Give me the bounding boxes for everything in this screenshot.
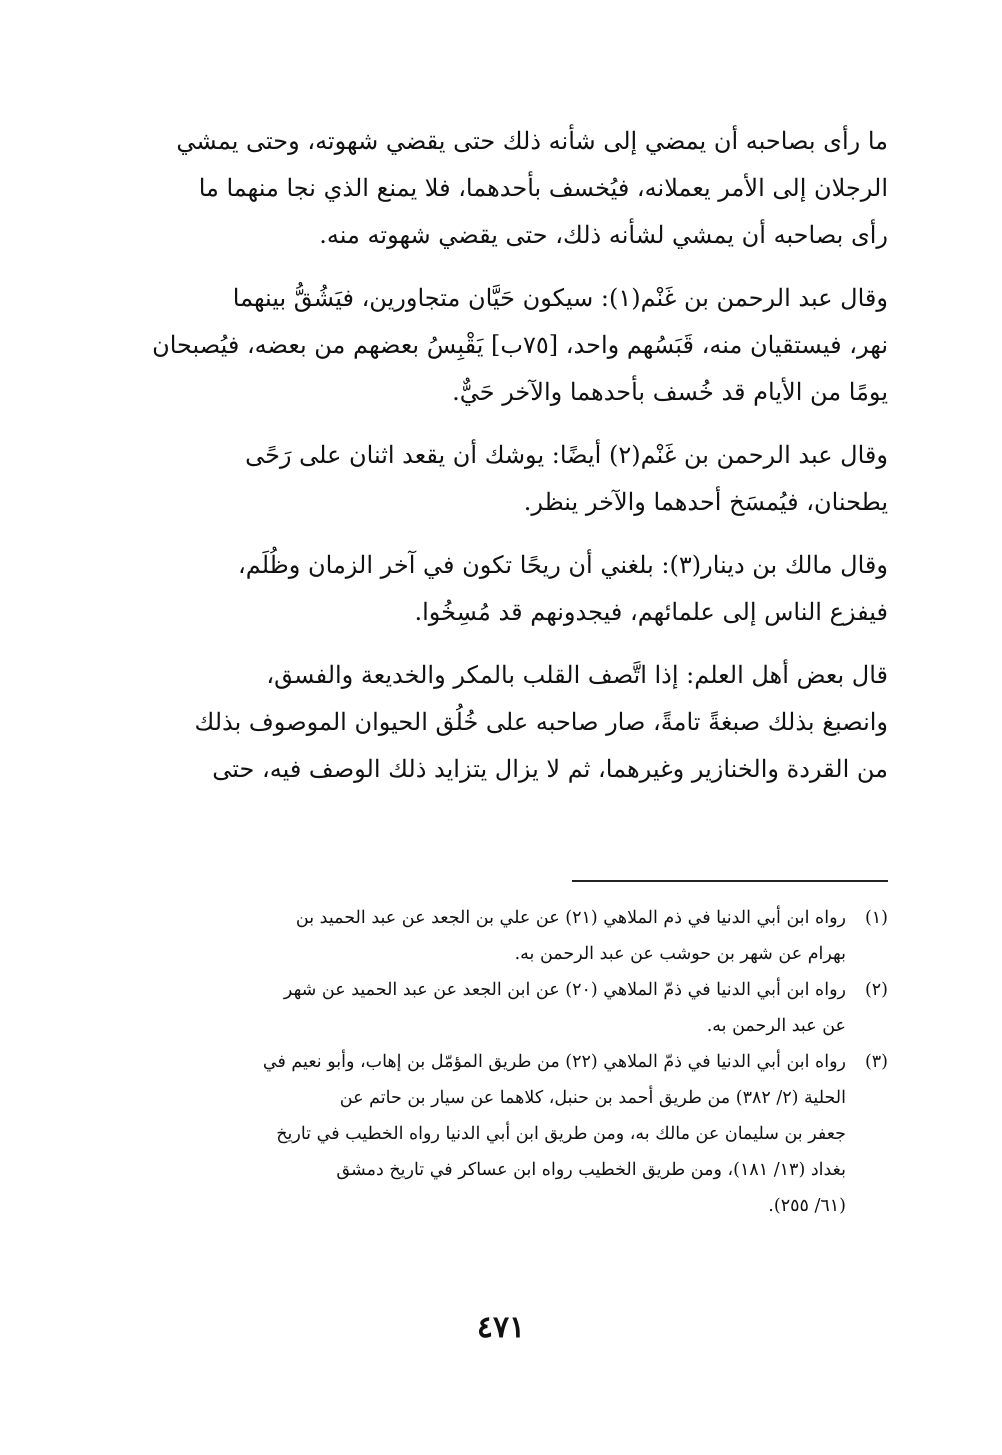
footnote-1 xyxy=(108,900,888,972)
text-line: وقال مالك بن دينار(٣): بلغني أن ريحًا تكون في آخر الزمان وظُلَم، xyxy=(238,551,888,579)
footnote-line: رواه ابن أبي الدنيا في ذمّ الملاهي (٢٢) من طريق المؤمّل بن إهاب، وأبو نعيم في xyxy=(262,1052,846,1072)
main-text xyxy=(108,118,888,809)
footnote-separator xyxy=(572,880,888,882)
paragraph-5 xyxy=(108,652,888,793)
footnote-body xyxy=(108,900,846,972)
paragraph-2 xyxy=(108,275,888,416)
footnote-number: (١) xyxy=(864,908,888,928)
paragraph-4 xyxy=(108,542,888,636)
footnote-line: رواه ابن أبي الدنيا في ذمّ الملاهي (٢٠) عن ابن الجعد عن عبد الحميد عن شهر xyxy=(283,980,846,1000)
footnotes xyxy=(108,900,888,1224)
text-line: يومًا من الأيام قد خُسف بأحدهما والآخر حَيٌّ. xyxy=(452,378,888,406)
footnote-number: (٣) xyxy=(864,1052,888,1072)
text-line: وقال عبد الرحمن بن غَنْم(١): سيكون حَيَّان متجاورين، فيَشُقُّ بينهما xyxy=(232,284,888,312)
text-line: الرجلان إلى الأمر يعملانه، فيُخسف بأحدهما، فلا يمنع الذي نجا منهما ما xyxy=(198,174,888,202)
text-line: يطحنان، فيُمسَخ أحدهما والآخر ينظر. xyxy=(523,488,888,516)
footnote-body xyxy=(108,972,846,1044)
text-line: ما رأى بصاحبه أن يمضي إلى شأنه ذلك حتى يقضي شهوته، وحتى يمشي xyxy=(176,127,888,155)
paragraph-1 xyxy=(108,118,888,259)
footnote-line: عن عبد الرحمن به. xyxy=(706,1016,846,1036)
text-line: من القردة والخنازير وغيرهما، ثم لا يزال يتزايد ذلك الوصف فيه، حتى xyxy=(212,755,888,783)
text-line: قال بعض أهل العلم: إذا اتَّصف القلب بالمكر والخديعة والفسق، xyxy=(266,661,888,689)
text-line: وقال عبد الرحمن بن غَنْم(٢) أيضًا: يوشك أن يقعد اثنان على رَحًى xyxy=(245,441,888,469)
paragraph-3 xyxy=(108,432,888,526)
footnote-2 xyxy=(108,972,888,1044)
footnote-line: (٦١/ ٢٥٥). xyxy=(768,1196,846,1216)
footnote-line: الحلية (٢/ ٣٨٢) من طريق أحمد بن حنبل، كلاهما عن سيار بن حاتم عن xyxy=(339,1088,846,1108)
text-line: نهر، فيستقيان منه، قَبَسُهم واحد، [٧٥ب] يَقْبِسُ بعضهم من بعضه، فيُصبحان xyxy=(152,331,888,359)
text-line: رأى بصاحبه أن يمشي لشأنه ذلك، حتى يقضي شهوته منه. xyxy=(319,221,888,249)
footnote-line: رواه ابن أبي الدنيا في ذم الملاهي (٢١) عن علي بن الجعد عن عبد الحميد بن xyxy=(295,908,846,928)
text-line: فيفزع الناس إلى علمائهم، فيجدونهم قد مُسِخُوا. xyxy=(414,598,888,626)
footnote-line: بغداد (١٣/ ١٨١)، ومن طريق الخطيب رواه ابن عساكر في تاريخ دمشق xyxy=(336,1160,846,1180)
text-line: وانصبغ بذلك صبغةً تامةً، صار صاحبه على خُلُق الحيوان الموصوف بذلك xyxy=(194,708,888,736)
footnote-body xyxy=(108,1044,846,1224)
page-number: ٤٧١ xyxy=(476,1310,526,1345)
footnote-3 xyxy=(108,1044,888,1224)
footnote-line: جعفر بن سليمان عن مالك به، ومن طريق ابن أبي الدنيا رواه الخطيب في تاريخ xyxy=(276,1124,846,1144)
footnote-line: بهرام عن شهر بن حوشب عن عبد الرحمن به. xyxy=(514,944,846,964)
footnote-number: (٢) xyxy=(864,980,888,1000)
